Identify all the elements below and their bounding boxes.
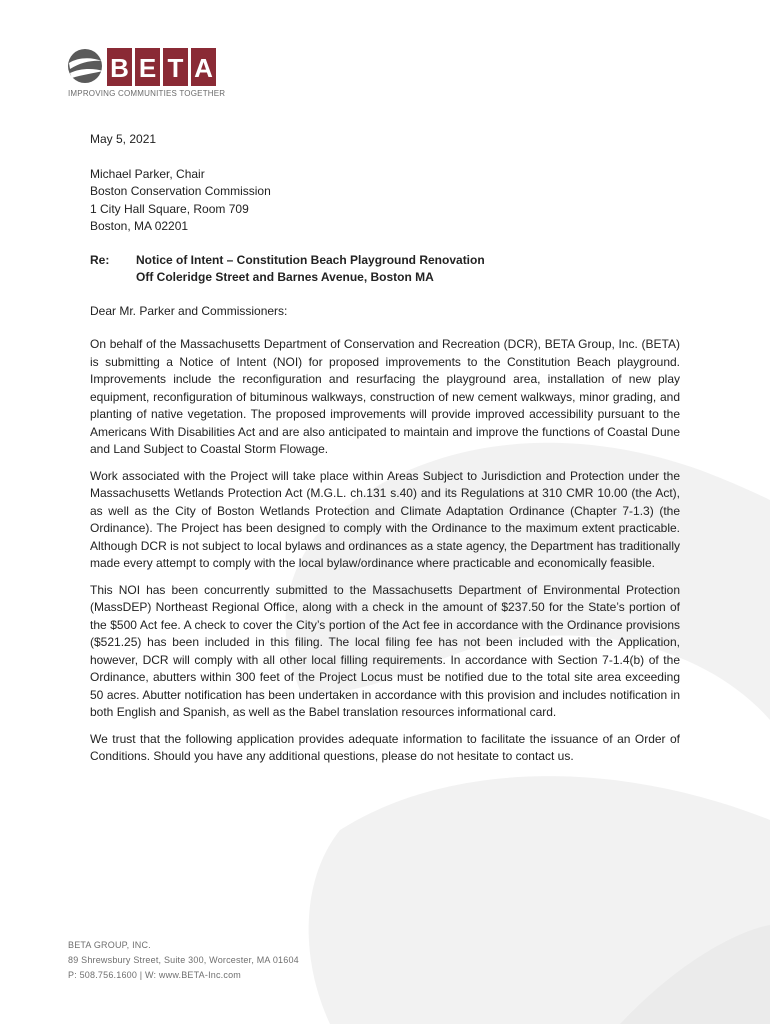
salutation: Dear Mr. Parker and Commissioners: bbox=[90, 303, 288, 318]
recipient-street: 1 City Hall Square, Room 709 bbox=[90, 201, 249, 216]
recipient-name: Michael Parker, Chair bbox=[90, 166, 205, 181]
footer-company: BETA GROUP, INC. bbox=[68, 940, 151, 950]
globe-icon bbox=[68, 49, 103, 83]
paragraph-2: Work associated with the Project will take place within Areas Subject to Jurisdiction and Protection under the Massachusetts Wetlands Protection Act (M.G.L. ch.131 s.40) and its Regulations at 310 CMR 10.00 (the Act), as well as the City of Boston Wetlands Protection and Climate Adaptation Ordinance (Chapter 7-1.3) (the Ordinance). The Project has been designed to comply with the Ordinance to the maximum extent practicable. Although DCR is not subject to local bylaws and ordinances as a state agency, the Department has traditionally made every attempt to comply with the local bylaw/ordinance where practicable and economically feasible. bbox=[90, 468, 680, 570]
subject-label: Re: bbox=[90, 252, 110, 267]
logo-letter-b: B bbox=[110, 53, 129, 83]
recipient-address bbox=[90, 166, 680, 236]
footer-address: 89 Shrewsbury Street, Suite 300, Worcester, MA 01604 bbox=[68, 955, 299, 965]
subject-line bbox=[90, 252, 680, 287]
paragraph-3: This NOI has been concurrently submitted to the Massachusetts Department of Environmental Protection (MassDEP) Northeast Regional Office, along with a check in the amount of $237.50 for the State’s portion of the $500 Act fee. A check to cover the City’s portion of the Act fee in accordance with the Ordinance provisions ($521.25) has been included in this filing. The local filing fee has not been included with the Application, however, DCR will comply with all other local filling requirements. In accordance with Section 7-1.4(b) of the Ordinance, abutters within 300 feet of the Project Locus must be notified due to the total site area exceeding 50 acres. Abutter notification has been undertaken in accordance with this provision and includes notification in both English and Spanish, as well as the Babel translation resources informational card. bbox=[90, 582, 680, 719]
recipient-city: Boston, MA 02201 bbox=[90, 219, 189, 233]
logo-letter-t: T bbox=[167, 53, 184, 83]
logo-letter-a: A bbox=[194, 53, 213, 83]
footer-contact: P: 508.756.1600 | W: www.BETA-Inc.com bbox=[68, 970, 241, 980]
paragraph-4: We trust that the following application provides adequate information to facilitate the issuance of an Order of Conditions. Should you have any additional questions, please do not hesitate to contact us. bbox=[90, 731, 680, 763]
letter-date: May 5, 2021 bbox=[90, 132, 157, 146]
recipient-organization: Boston Conservation Commission bbox=[90, 184, 271, 198]
subject-line-1: Notice of Intent – Constitution Beach Playground Renovation bbox=[136, 252, 485, 267]
paragraph-1: On behalf of the Massachusetts Department of Conservation and Recreation (DCR), BETA Group, Inc. (BETA) is submitting a Notice of Intent (NOI) for proposed improvements to the Constitution Beach playground. Improvements include the reconfiguration and resurfacing the playground area, installation of new play equipment, reconfiguration of bituminous walkways, construction of new cement walkways, minor grading, and planting of native vegetation. The proposed improvements will provide improved accessibility pursuant to the Americans With Disabilities Act and are also anticipated to maintain and improve the functions of Coastal Dune and Land Subject to Coastal Storm Flowage. bbox=[90, 337, 680, 456]
page-footer bbox=[68, 938, 299, 983]
letter-body bbox=[90, 131, 680, 775]
logo-tagline: IMPROVING COMMUNITIES TOGETHER bbox=[68, 89, 226, 98]
logo-letter-e: E bbox=[138, 53, 157, 83]
subject-line-2: Off Coleridge Street and Barnes Avenue, Boston MA bbox=[136, 270, 434, 284]
